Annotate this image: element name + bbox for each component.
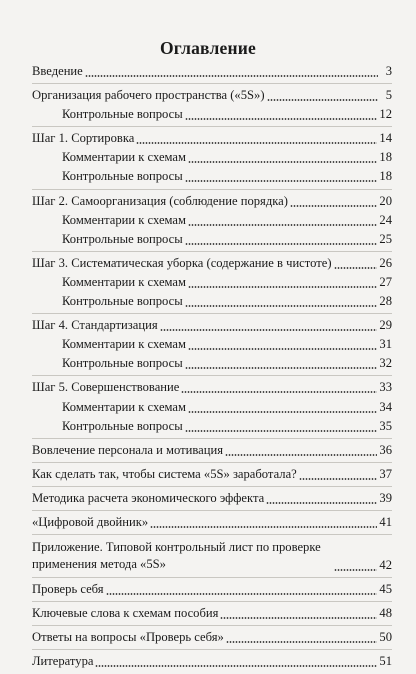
toc-entry-page: 45 [379,582,392,597]
toc-entry[interactable] [32,515,392,530]
divider [32,438,392,439]
toc-entry-title: Шаг 2. Самоорганизация (соблюдение порядка) [32,193,288,208]
toc-entry-title: Литература [32,654,94,669]
dot-leader [188,161,377,163]
toc-entry-title: Контрольные вопросы [62,294,183,309]
divider [32,601,392,602]
toc-entry[interactable] [32,318,392,333]
dot-leader [290,205,377,207]
toc-entry[interactable] [32,194,392,209]
toc-entry-title: Шаг 4. Стандартизация [32,318,158,333]
dot-leader [334,569,377,571]
toc-entry-page: 41 [379,514,392,529]
dot-leader [185,305,378,307]
toc-entry-page: 32 [379,356,392,371]
dot-leader [188,348,377,350]
divider [32,577,392,578]
toc-subentry[interactable] [32,356,392,371]
dot-leader [220,617,377,619]
divider [32,126,392,127]
toc-entry-page: 27 [379,274,392,289]
divider [32,649,392,650]
toc-entry-page: 26 [379,255,392,270]
toc-entry-page: 5 [385,88,392,103]
toc-entry-title: Контрольные вопросы [62,418,183,433]
dot-leader [185,118,378,120]
toc-entry-page: 31 [379,337,392,352]
toc-entry-page: 39 [379,490,392,505]
toc-entry-page: 20 [379,193,392,208]
toc-entry-title: Контрольные вопросы [62,169,183,184]
toc-entry[interactable] [32,467,392,482]
dot-leader [150,526,377,528]
toc-entry[interactable] [32,539,392,573]
dot-leader [188,224,377,226]
dot-leader [188,411,377,413]
toc-entry-page: 25 [379,231,392,246]
toc-entry-page: 34 [379,399,392,414]
dot-leader [185,180,378,182]
dot-leader [334,267,378,269]
toc-entry-title: Ответы на вопросы «Проверь себя» [32,630,224,645]
toc-entry[interactable] [32,491,392,506]
dot-leader [106,593,378,595]
toc-entry-title: Проверь себя [32,582,104,597]
toc-entry-title: Ключевые слова к схемам пособия [32,606,219,621]
dot-leader [95,665,377,667]
dot-leader [188,286,377,288]
toc-subentry[interactable] [32,150,392,165]
toc-entry-title: Организация рабочего пространства («5S») [32,88,265,103]
toc-entry-title: Контрольные вопросы [62,231,183,246]
toc-entry-title: Контрольные вопросы [62,356,183,371]
toc-entry[interactable] [32,582,392,597]
dot-leader [299,478,378,480]
dot-leader [185,367,378,369]
divider [32,534,392,535]
toc-subentry[interactable] [32,169,392,184]
toc-subentry[interactable] [32,275,392,290]
divider [32,462,392,463]
dot-leader [266,502,377,504]
dot-leader [226,641,378,643]
toc-subentry[interactable] [32,107,392,122]
divider [32,375,392,376]
divider [32,625,392,626]
divider [32,251,392,252]
toc-subentry[interactable] [32,419,392,434]
toc-entry-page: 42 [379,558,392,573]
toc-entry[interactable] [32,443,392,458]
toc-entry[interactable] [32,380,392,395]
toc-entry-page: 14 [379,131,392,146]
toc-entry-page: 48 [379,606,392,621]
divider [32,510,392,511]
toc-entry-title: Вовлечение персонала и мотивация [32,442,224,457]
toc-entry[interactable] [32,88,392,103]
toc-entry-page: 35 [379,418,392,433]
divider [32,313,392,314]
dot-leader [185,243,378,245]
toc-entry-title: Комментарии к схемам [62,337,186,352]
toc-entry[interactable] [32,256,392,271]
dot-leader [181,391,377,393]
toc-entry-title: Шаг 3. Систематическая уборка (содержание в чистоте) [32,255,332,270]
toc-subentry[interactable] [32,232,392,247]
toc-entry-page: 3 [385,64,392,78]
toc-entry[interactable] [32,606,392,621]
toc-entry-title: Шаг 1. Сортировка [32,131,135,146]
toc-entry-page: 51 [379,654,392,669]
toc-entry-page: 37 [379,466,392,481]
toc-entry-title: Комментарии к схемам [62,150,186,165]
toc-entry-page: 24 [379,212,392,227]
toc-entry-title: Как сделать так, чтобы система «5S» заработала? [32,466,297,481]
toc-entry-title: Комментарии к схемам [62,274,186,289]
dot-leader [267,99,378,101]
toc-entry-page: 12 [379,107,392,122]
dot-leader [225,454,377,456]
toc-subentry[interactable] [32,400,392,415]
toc-entry-page: 28 [379,294,392,309]
dot-leader [185,430,378,432]
toc-entry-page: 33 [379,380,392,395]
toc-entry-title: Введение [32,64,83,78]
toc-entry-title: Комментарии к схемам [62,212,186,227]
toc-entry-title: Методика расчета экономического эффекта [32,490,265,505]
toc-entry[interactable] [32,131,392,146]
divider [32,189,392,190]
toc-entry[interactable] [32,654,392,669]
dot-leader [85,75,378,77]
toc-subentry[interactable] [32,337,392,352]
toc-entry-title: Комментарии к схемам [62,399,186,414]
divider [32,83,392,84]
page-title: Оглавление [160,38,256,58]
toc-entry-page: 29 [379,318,392,333]
dot-leader [136,142,377,144]
toc-entry-page: 50 [379,630,392,645]
toc-entry[interactable] [32,64,392,79]
toc-entry-title: Контрольные вопросы [62,107,183,122]
toc-subentry[interactable] [32,294,392,309]
dot-leader [160,329,378,331]
divider [32,486,392,487]
table-of-contents [32,64,392,674]
toc-entry-page: 18 [379,169,392,184]
toc-entry-title: Шаг 5. Совершенствование [32,380,180,395]
toc-entry-page: 18 [379,150,392,165]
toc-entry-title: Приложение. Типовой контрольный лист по проверке применения метода «5S» [32,539,333,573]
toc-entry-title: «Цифровой двойник» [32,514,149,529]
toc-entry-page: 36 [379,442,392,457]
toc-subentry[interactable] [32,213,392,228]
